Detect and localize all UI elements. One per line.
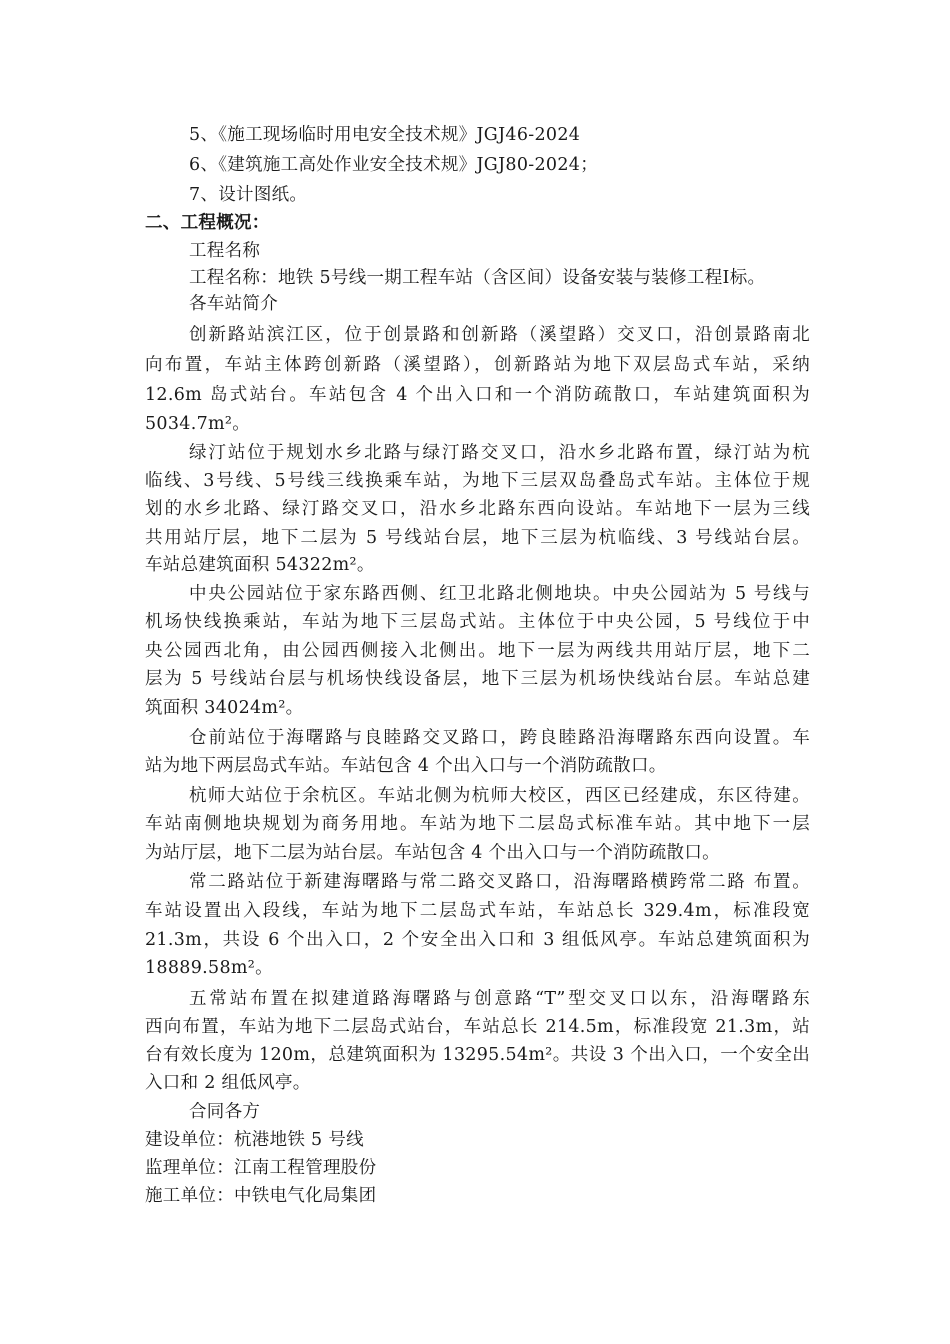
station-paragraph-line: 杭师大站位于余杭区。车站北侧为杭师大校区，西区已经建成，东区待建。 [189,786,810,806]
station-paragraph-line: 车站设置出入段线，车站为地下二层岛式车站，车站总长 329.4m，标准段宽 [145,901,810,921]
section-heading: 二、工程概况： [145,213,270,233]
project-name-heading: 工程名称 [189,241,261,261]
reference-item-5: 5、《施工现场临时用电安全技术规》JGJ46-2024 [189,125,581,145]
contract-heading: 合同各方 [189,1102,261,1122]
station-paragraph-line: 入口和 2 组低风亭。 [145,1073,311,1093]
station-paragraph-line: 常二路站位于新建海曙路与常二路交叉路口，沿海曙路横跨常二路 布置。 [189,872,810,892]
reference-item-7: 7、设计图纸。 [189,185,308,205]
station-paragraph-line: 5034.7m²。 [145,414,251,434]
station-paragraph-line: 21.3m，共设 6 个出入口，2 个安全出入口和 3 组低风亭。车站总建筑面积为 [145,930,810,950]
party-contractor-unit: 施工单位：中铁电气化局集团 [145,1186,377,1206]
party-construction-unit: 建设单位：杭港地铁 5 号线 [145,1130,364,1150]
station-paragraph-line: 车站总建筑面积 54322m²。 [145,555,375,575]
station-paragraph-line: 划的水乡北路、绿汀路交叉口，沿水乡北路东西向设站。车站地下一层为三线 [145,499,810,519]
station-paragraph-line: 筑面积 34024m²。 [145,698,304,718]
station-paragraph-line: 绿汀站位于规划水乡北路与绿汀路交叉口，沿水乡北路布置，绿汀站为杭 [189,443,810,463]
station-paragraph-line: 中央公园站位于家东路西侧、红卫北路北侧地块。中央公园站为 5 号线与 [189,584,810,604]
party-supervision-unit: 监理单位：江南工程管理股份 [145,1158,377,1178]
reference-item-6: 6、《建筑施工高处作业安全技术规》JGJ80-2024； [189,155,599,175]
station-paragraph-line: 央公园西北角，由公园西侧接入北侧出。地下一层为两线共用站厅层，地下二 [145,641,810,661]
station-paragraph-line: 临线、3号线、5号线三线换乘车站，为地下三层双岛叠岛式车站。主体位于规 [145,471,810,491]
station-paragraph-line: 层为 5 号线站台层与机场快线设备层，地下三层为机场快线站台层。车站总建 [145,669,810,689]
station-paragraph-line: 西向布置，车站为地下二层岛式站台，车站总长 214.5m，标准段宽 21.3m，站 [145,1017,810,1037]
station-paragraph-line: 为站厅层，地下二层为站台层。车站包含 4 个出入口与一个消防疏散口。 [145,843,720,863]
station-paragraph-line: 台有效长度为 120m，总建筑面积为 13295.54m²。共设 3 个出入口，一个安全出 [145,1045,810,1065]
station-paragraph-line: 五常站布置在拟建道路海曙路与创意路“T”型交叉口以东，沿海曙路东 [189,989,810,1009]
station-paragraph-line: 创新路站滨江区，位于创景路和创新路（溪望路）交叉口，沿创景路南北 [189,325,810,345]
station-paragraph-line: 向布置，车站主体跨创新路（溪望路），创新路站为地下双层岛式车站，采纳 [145,355,810,375]
station-paragraph-line: 仓前站位于海曙路与良睦路交叉路口，跨良睦路沿海曙路东西向设置。车 [189,728,810,748]
station-paragraph-line: 共用站厅层，地下二层为 5 号线站台层，地下三层为杭临线、3 号线站台层。 [145,528,810,548]
stations-heading: 各车站简介 [189,294,278,314]
station-paragraph-line: 12.6m 岛式站台。车站包含 4 个出入口和一个消防疏散口，车站建筑面积为 [145,385,810,405]
station-paragraph-line: 18889.58m²。 [145,958,273,978]
station-paragraph-line: 机场快线换乘站，车站为地下三层岛式站。主体位于中央公园，5 号线位于中 [145,612,810,632]
project-name-text: 工程名称：地铁 5号线一期工程车站（含区间）设备安装与装修工程Ⅰ标。 [189,268,766,288]
station-paragraph-line: 站为地下两层岛式车站。车站包含 4 个出入口与一个消防疏散口。 [145,756,667,776]
station-paragraph-line: 车站南侧地块规划为商务用地。车站为地下二层岛式标准车站。其中地下一层 [145,814,810,834]
